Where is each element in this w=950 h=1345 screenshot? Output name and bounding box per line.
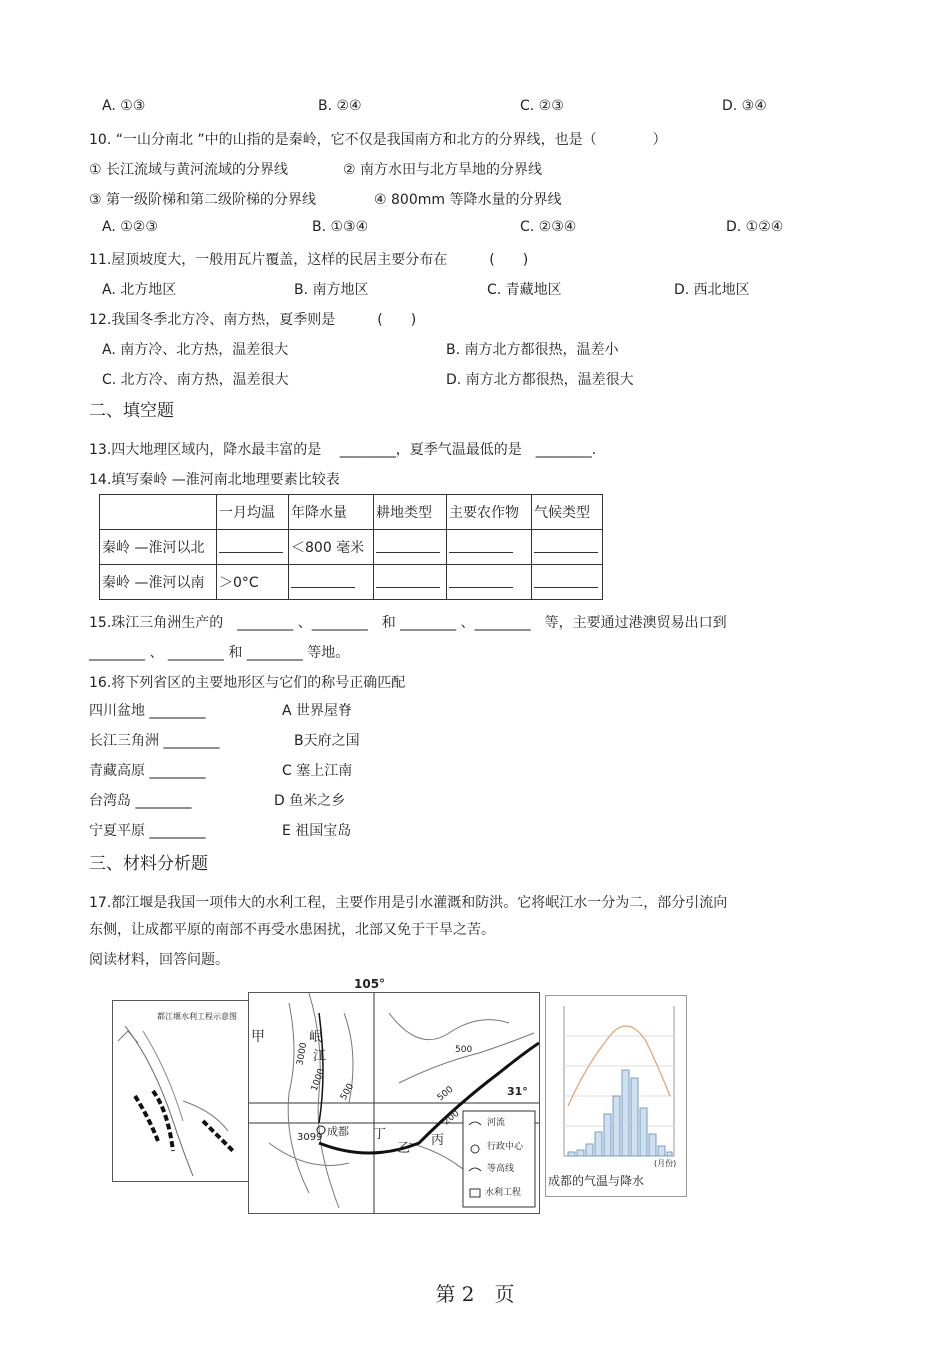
q17-line-3: 阅读材料，回答问题。 [89,952,229,968]
q10-statement-1: ① 长江流域与黄河流域的分界线 [89,162,289,178]
contour-label: 200 [441,1108,462,1128]
table-header-cell: 耕地类型 [374,495,447,530]
q16-right-item: C 塞上江南 [282,763,353,779]
q12-option-c: C. 北方冷、南方热，温差很大 [102,372,289,388]
q16-left-item: 青藏高原 ________ [89,763,206,779]
q11-option-d: D. 西北地区 [674,282,750,298]
q12-option-b: B. 南方北方都很热，温差小 [446,342,619,358]
contour-label: 500 [455,1045,473,1055]
q12-option-d: D. 南方北方都很热，温差很大 [446,372,634,388]
legend-water-project: 水利工程 [485,1188,522,1198]
q9-option-b: B. ②④ [318,98,362,114]
inset-title: 都江堰水利工程示意图 [157,1012,237,1021]
contour-label: 500 [435,1084,456,1104]
q11-stem: 11.屋顶坡度大，一般用瓦片覆盖，这样的民居主要分布在 ( ) [89,252,529,268]
page-number: 第 2 页 [435,1282,515,1306]
table-row-label: 秦岭 —淮河以北 [100,530,217,565]
q9-option-d: D. ③④ [722,98,767,114]
answer-blank[interactable] [532,565,603,600]
q10-stem: 10. “一山分南北 ”中的山指的是秦岭，它不仅是我国南方和北方的分界线，也是（ ） [89,132,667,148]
table-header-cell: 主要农作物 [447,495,532,530]
q11-option-a: A. 北方地区 [102,282,177,298]
place-label-bing: 丙 [431,1133,445,1148]
section-2-heading: 二、填空题 [89,401,174,421]
inset-schematic [112,1000,249,1182]
legend-admin-center: 行政中心 [487,1142,524,1152]
legend-river: 河流 [487,1118,506,1128]
q16-left-item: 宁夏平原 ________ [89,823,206,839]
q16-left-item: 四川盆地 ________ [89,703,206,719]
q15-line-2: ________ 、 ________ 和 ________ 等地。 [89,645,350,661]
table-header-row [100,495,603,530]
answer-blank[interactable] [374,530,447,565]
contour-label: 500 [338,1082,357,1102]
answer-blank[interactable] [217,530,289,565]
latitude-label: 31° [507,1085,528,1098]
q10-statement-3: ③ 第一级阶梯和第二级阶梯的分界线 [89,192,317,208]
table-header-cell: 年降水量 [289,495,374,530]
section-3-heading: 三、材料分析题 [89,854,208,874]
q10-option-b: B. ①③④ [312,219,369,235]
q16-left-item: 台湾岛 ________ [89,793,192,809]
answer-blank[interactable] [374,565,447,600]
q15-line-1: 15.珠江三角洲生产的 ________ 、________ 和 ________ 、________ 等，主要通过港澳贸易出口到 [89,615,727,631]
table-header-cell [100,495,217,530]
climate-chart-drawing [546,996,686,1166]
answer-blank[interactable] [532,530,603,565]
table-header-cell: 一月均温 [217,495,289,530]
q11-option-b: B. 南方地区 [294,282,369,298]
inset-drawing [113,1001,248,1181]
place-label-yi: 乙 [397,1141,411,1156]
contour-label: 1000 [309,1067,328,1093]
table-cell: ＜800 毫米 [289,530,374,565]
river-label-jiang: 江 [313,1049,327,1064]
answer-blank[interactable] [447,530,532,565]
climate-x-label: (月份) [654,1159,677,1168]
place-label-jia: 甲 [251,1029,265,1045]
q9-option-c: C. ②③ [520,98,564,114]
q10-statement-2: ② 南方水田与北方旱地的分界线 [343,162,543,178]
q10-option-d: D. ①②④ [726,219,784,235]
map-drawing [249,993,539,1213]
q16-stem: 16.将下列省区的主要地形区与它们的称号正确匹配 [89,675,406,691]
q16-right-item: E 祖国宝岛 [282,823,352,839]
table-cell: ＞0°C [217,565,289,600]
q14-stem: 14.填写秦岭 —淮河南北地理要素比较表 [89,472,340,488]
q17-line-1: 17.都江堰是我国一项伟大的水利工程，主要作用是引水灌溉和防洪。它将岷江水一分为二，部分引流向 [89,895,728,911]
climate-chart-caption: 成都的气温与降水 [548,1174,645,1188]
q13-text: 13.四大地理区域内，降水最丰富的是 ________，夏季气温最低的是 ________. [89,442,597,458]
climate-chart [545,995,687,1197]
table-header-cell: 气候类型 [532,495,603,530]
contour-label: 3000 [295,1041,310,1067]
topographic-map [248,977,540,1214]
q12-option-a: A. 南方冷、北方热，温差很大 [102,342,289,358]
q17-line-2: 东侧，让成都平原的南部不再受水患困扰，北部又免于干旱之苦。 [89,922,495,938]
longitude-label: 105° [354,977,386,991]
q16-right-item: B天府之国 [294,733,360,749]
q10-statement-4: ④ 800mm 等降水量的分界线 [374,192,562,208]
river-label-min: 岷 [309,1030,323,1045]
place-label-ding: 丁 [373,1127,387,1142]
q12-stem: 12.我国冬季北方冷、南方热，夏季则是 ( ) [89,312,417,328]
q16-right-item: A 世界屋脊 [282,703,353,719]
city-label-chengdu: 成都 [327,1125,349,1138]
q9-option-a: A. ①③ [102,98,146,114]
answer-blank[interactable] [447,565,532,600]
table-row [100,565,603,600]
legend-contour: 等高线 [487,1164,515,1174]
q16-left-item: 长江三角洲 ________ [89,733,220,749]
q10-option-a: A. ①②③ [102,219,158,235]
answer-blank[interactable] [289,565,374,600]
table-row [100,530,603,565]
peak-elevation-label: 3099 [297,1132,323,1143]
q10-option-c: C. ②③④ [520,219,577,235]
comparison-table [99,494,603,600]
q11-option-c: C. 青藏地区 [487,282,562,298]
q16-right-item: D 鱼米之乡 [274,793,346,809]
table-row-label: 秦岭 —淮河以南 [100,565,217,600]
